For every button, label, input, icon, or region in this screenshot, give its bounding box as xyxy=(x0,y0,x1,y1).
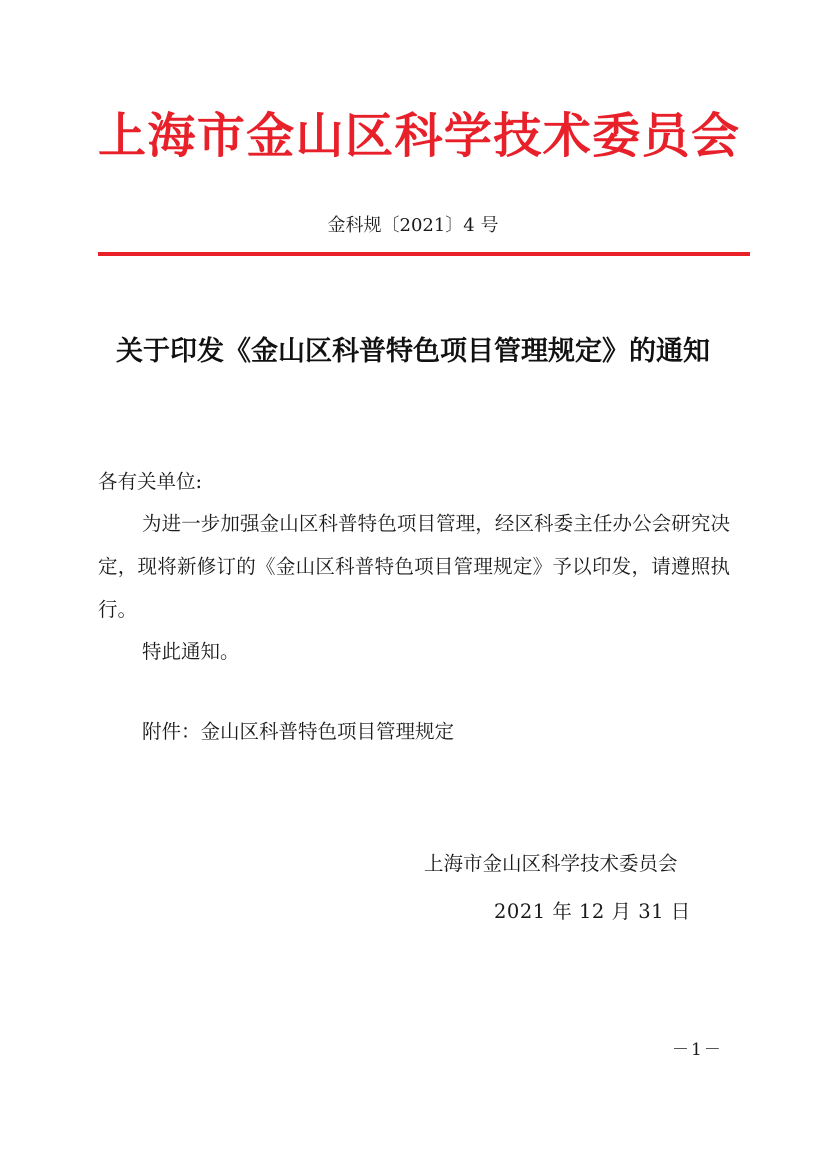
document-number: 金科规〔2021〕4 号 xyxy=(327,215,499,236)
body-paragraph: 为进一步加强金山区科普特色项目管理，经区科委主任办公会研究决定，现将新修订的《金山区科普特色项目管理规定》予以印发，请遵照执行。 xyxy=(98,512,730,621)
salutation: 各有关单位: xyxy=(98,470,203,493)
issue-date: 2021 年 12 月 31 日 xyxy=(494,900,691,923)
attachment-line: 附件：金山区科普特色项目管理规定 xyxy=(142,720,455,743)
red-divider-line xyxy=(98,252,750,256)
closing-line: 特此通知。 xyxy=(142,640,240,663)
document-title: 关于印发《金山区科普特色项目管理规定》的通知 xyxy=(116,336,710,367)
masthead-title: 上海市金山区科学技术委员会 xyxy=(98,108,740,164)
issuer-signature: 上海市金山区科学技术委员会 xyxy=(424,852,678,875)
page-number: －1－ xyxy=(672,1040,723,1060)
